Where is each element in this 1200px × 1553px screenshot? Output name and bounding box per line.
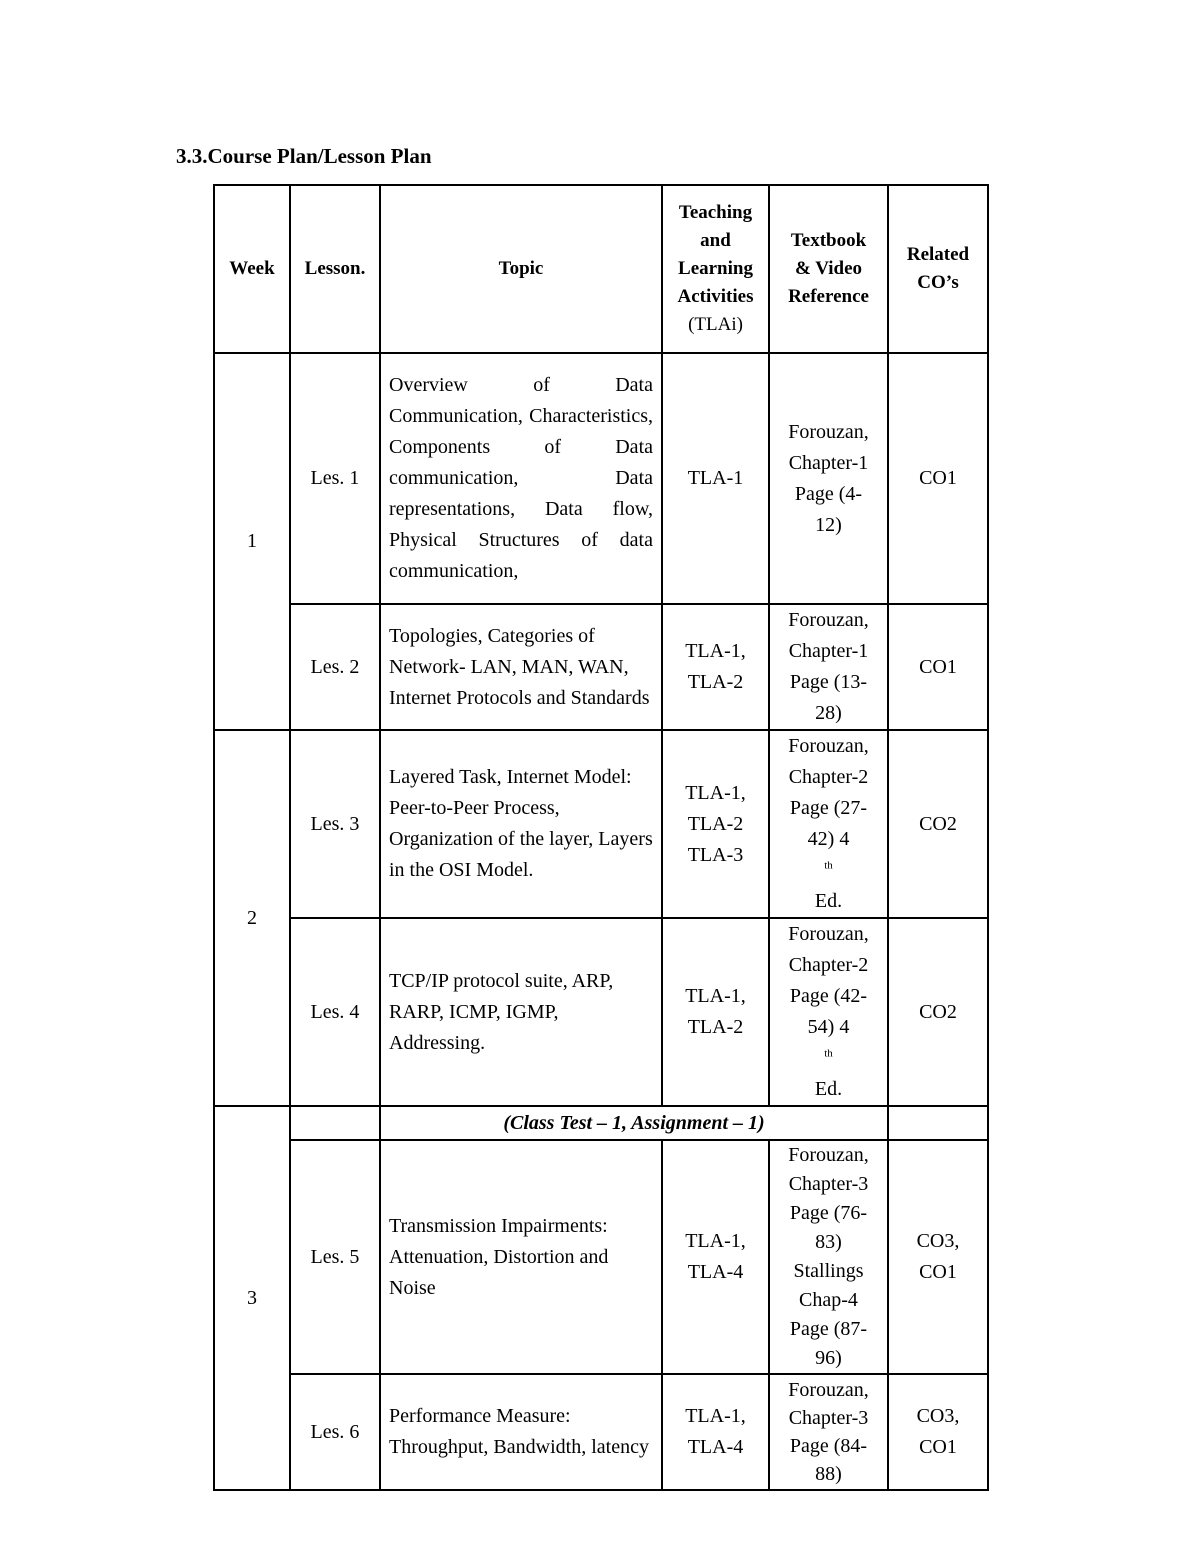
header-lesson: Lesson. <box>290 185 380 353</box>
header-topic: Topic <box>380 185 662 353</box>
topic-cell: TCP/IP protocol suite, ARP, RARP, ICMP, IGMP, Addressing. <box>380 918 662 1106</box>
class-test-row <box>214 1106 988 1140</box>
table-row <box>214 1140 988 1374</box>
topic-cell: Layered Task, Internet Model: Peer-to-Peer Process, Organization of the layer, Layers in the OSI Model. <box>380 730 662 918</box>
lesson-cell: Les. 5 <box>290 1140 380 1374</box>
empty-cell <box>290 1106 380 1140</box>
lesson-cell: Les. 6 <box>290 1374 380 1490</box>
header-tla: Teaching and Learning Activities (TLAi) <box>662 185 769 353</box>
reference-cell: Forouzan, Chapter-1 Page (13- 28) <box>769 604 888 730</box>
header-week: Week <box>214 185 290 353</box>
reference-cell: Forouzan, Chapter-2 Page (42- 54) 4 $^{th}$ Ed. <box>769 918 888 1106</box>
co-cell: CO1 <box>888 353 988 604</box>
tla-cell: TLA-1, TLA-4 <box>662 1140 769 1374</box>
table-row <box>214 604 988 730</box>
tla-cell: TLA-1 <box>662 353 769 604</box>
lesson-cell: Les. 2 <box>290 604 380 730</box>
tla-cell: TLA-1, TLA-2 <box>662 918 769 1106</box>
header-row <box>214 185 988 353</box>
topic-cell: Overview of Data Communication, Characteristics, Components of Data communication, Data representations, Data flow, Physical Structures of data communication, <box>380 353 662 604</box>
lesson-plan-table <box>213 184 989 1491</box>
reference-cell: Forouzan, Chapter-3 Page (76- 83) Stallings Chap-4 Page (87- 96) <box>769 1140 888 1374</box>
reference-cell: Forouzan, Chapter-2 Page (27- 42) 4 $^{th}$ Ed. <box>769 730 888 918</box>
topic-cell: Topologies, Categories of Network- LAN, MAN, WAN, Internet Protocols and Standards <box>380 604 662 730</box>
tla-cell: TLA-1, TLA-2 TLA-3 <box>662 730 769 918</box>
table-row <box>214 353 988 604</box>
lesson-cell: Les. 1 <box>290 353 380 604</box>
week-cell: 3 <box>214 1106 290 1490</box>
co-cell: CO3, CO1 <box>888 1140 988 1374</box>
lesson-cell: Les. 3 <box>290 730 380 918</box>
week-cell: 2 <box>214 730 290 1106</box>
header-related-co: Related CO’s <box>888 185 988 353</box>
reference-cell: Forouzan, Chapter-3 Page (84- 88) <box>769 1374 888 1490</box>
reference-cell: Forouzan, Chapter-1 Page (4- 12) <box>769 353 888 604</box>
table-row <box>214 1374 988 1490</box>
header-reference: Textbook & Video Reference <box>769 185 888 353</box>
empty-cell <box>888 1106 988 1140</box>
table-row <box>214 918 988 1106</box>
tla-cell: TLA-1, TLA-4 <box>662 1374 769 1490</box>
co-cell: CO1 <box>888 604 988 730</box>
class-test-note: (Class Test – 1, Assignment – 1) <box>380 1106 888 1140</box>
table-row <box>214 730 988 918</box>
week-cell: 1 <box>214 353 290 730</box>
co-cell: CO2 <box>888 918 988 1106</box>
tla-cell: TLA-1, TLA-2 <box>662 604 769 730</box>
lesson-cell: Les. 4 <box>290 918 380 1106</box>
section-heading: 3.3.Course Plan/Lesson Plan <box>176 144 432 168</box>
co-cell: CO2 <box>888 730 988 918</box>
topic-cell: Transmission Impairments: Attenuation, Distortion and Noise <box>380 1140 662 1374</box>
co-cell: CO3, CO1 <box>888 1374 988 1490</box>
topic-cell: Performance Measure: Throughput, Bandwidth, latency <box>380 1374 662 1490</box>
